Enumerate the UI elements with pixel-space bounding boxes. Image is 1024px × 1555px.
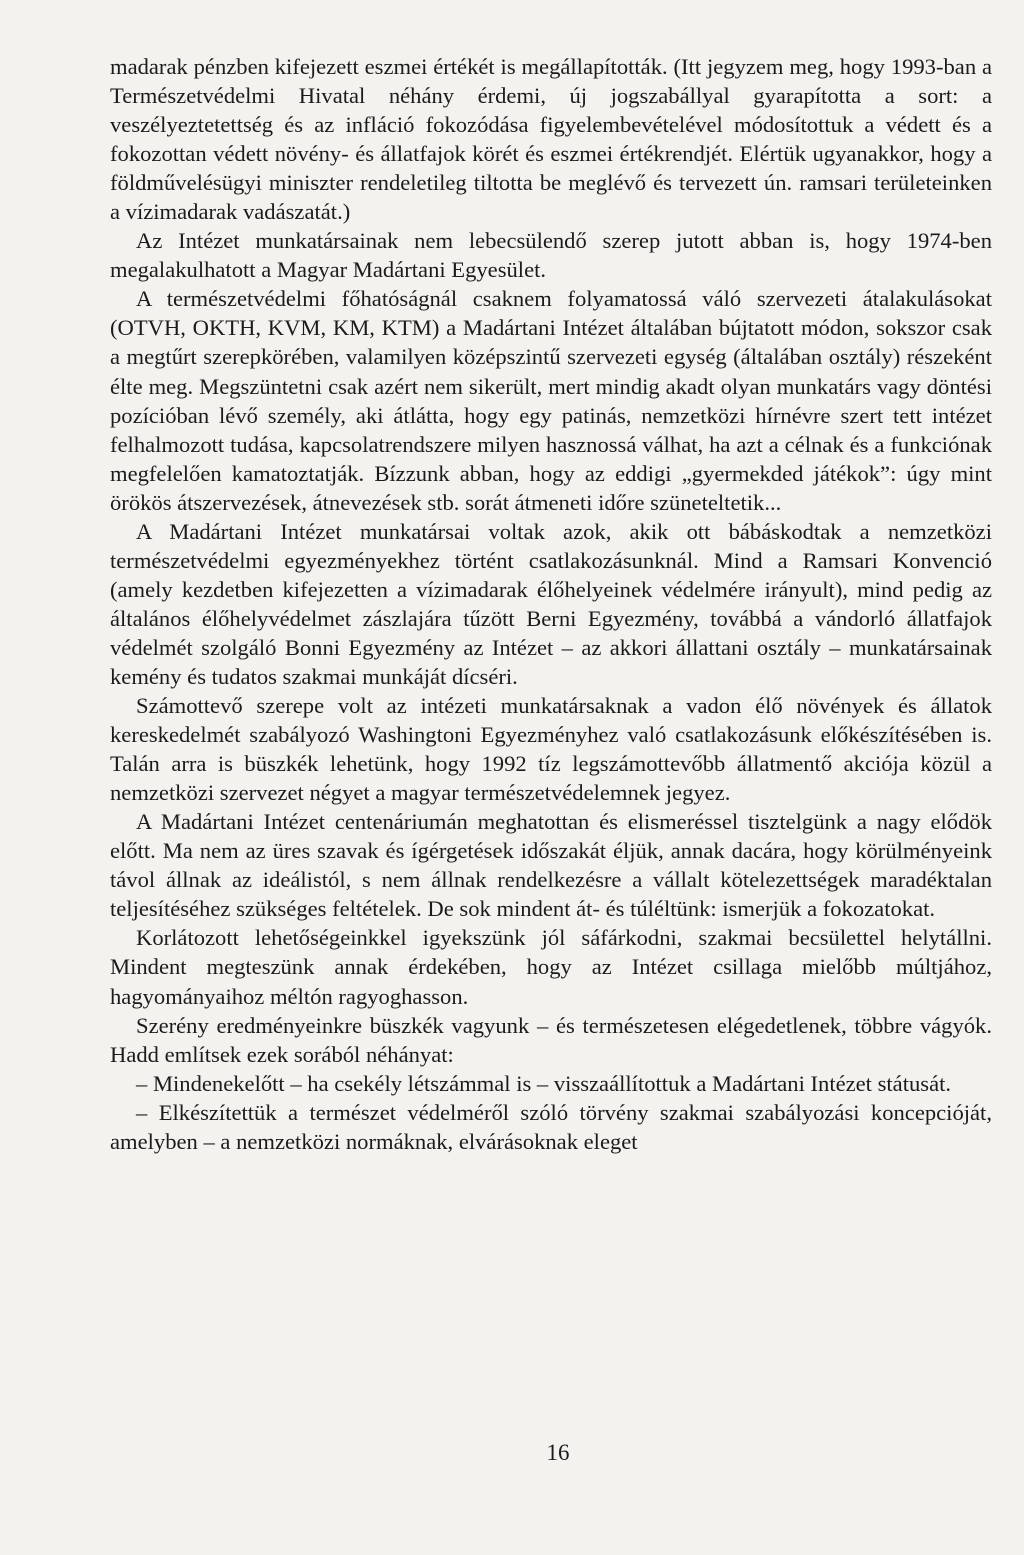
page-body [110, 52, 992, 1156]
paragraph-1: madarak pénzben kifejezett eszmei értékét is megállapították. (Itt jegyzem meg, hogy 1993-ban a Természetvédelmi Hivatal néhány érdemi, új jogszabállyal gyarapította a sort: a veszélyeztetettség és az infláció fokozódása figyelembevételével módosítottuk a védett és a fokozottan védett növény- és állatfajok körét és eszmei értékrendjét. Elértük ugyanakkor, hogy a földművelésügyi miniszter rendeletileg tiltotta be meglévő és tervezett ún. ramsari területeinken a vízimadarak vadászatát.) [110, 54, 992, 225]
page-number: 16 [546, 1440, 570, 1465]
paragraph-4: A Madártani Intézet munkatársai voltak azok, akik ott bábáskodtak a nemzetközi természetvédelmi egyezményekhez történt csatlakozásunknál. Mind a Ramsari Konvenció (amely kezdetben kifejezetten a vízimadarak élőhelyeinek védelmére irányult), mind pedig az általános élőhelyvédelmet zászlajára tűzött Berni Egyezmény, továbbá a vándorló állatfajok védelmét szolgáló Bonni Egyezmény az Intézet – az akkori állattani osztály – munkatársainak kemény és tudatos szakmai munkáját dícséri. [110, 518, 992, 689]
paragraph-6: A Madártani Intézet centenáriumán meghatottan és elismeréssel tisztelgünk a nagy elődök előtt. Ma nem az üres szavak és ígérgetések időszakát éljük, annak dacára, hogy körülményeink távol állnak az ideálistól, s nem állnak rendelkezésre a vállalt kötelezettségek maradéktalan teljesítéséhez szükséges feltételek. De sok mindent át- és túléltünk: ismerjük a fokozatokat. [110, 809, 992, 922]
paragraph-5: Számottevő szerepe volt az intézeti munkatársaknak a vadon élő növények és állatok kereskedelmét szabályozó Washingtoni Egyezményhez való csatlakozásunk előkészítésében is. Talán arra is büszkék lehetünk, hogy 1992 tíz legszámottevőbb állatmentő akciója közül a nemzetközi szervezet négyet a magyar természetvédelemnek jegyez. [110, 693, 992, 806]
list-item-1: – Mindenekelőtt – ha csekély létszámmal is – visszaállítottuk a Madártani Intézet státusát. [136, 1070, 952, 1096]
paragraph-7: Korlátozott lehetőségeinkkel igyekszünk jól sáfárkodni, szakmai becsülettel helytállni. Mindent megteszünk annak érdekében, hogy az Intézet csillaga mielőbb múltjához, hagyományaihoz méltón ragyoghasson. [110, 925, 992, 1009]
paragraph-2: Az Intézet munkatársainak nem lebecsülendő szerep jutott abban is, hogy 1974-ben megalakulhatott a Magyar Madártani Egyesület. [110, 228, 992, 283]
list-item-2: – Elkészítettük a természet védelméről szóló törvény szakmai szabályozási koncepcióját, amelyben – a nemzetközi normáknak, elvárásoknak eleget [110, 1099, 992, 1154]
paragraph-3: A természetvédelmi főhatóságnál csaknem folyamatossá váló szervezeti átalakulásokat (OTVH, OKTH, KVM, KM, KTM) a Madártani Intézet általában bújtatott módon, sokszor csak a megtűrt szerepkörében, valamilyen középszintű szervezeti egység (általában osztály) részeként élte meg. Megszüntetni csak azért nem sikerült, mert mindig akadt olyan munkatárs vagy döntési pozícióban lévő személy, aki átlátta, hogy egy patinás, nemzetközi hírnévre szert tett intézet felhalmozott tudása, kapcsolatrendszere milyen hasznossá válhat, ha azt a célnak és a funkciónak megfelelően kamatoztatják. Bízzunk abban, hogy az eddigi „gyermekded játékok”: úgy mint örökös átszervezések, átnevezések stb. sorát átmeneti időre szüneteltetik... [110, 286, 992, 515]
paragraph-8: Szerény eredményeinkre büszkék vagyunk – és természetesen elégedetlenek, többre vágyók. Hadd említsek ezek sorából néhányat: [110, 1012, 992, 1067]
